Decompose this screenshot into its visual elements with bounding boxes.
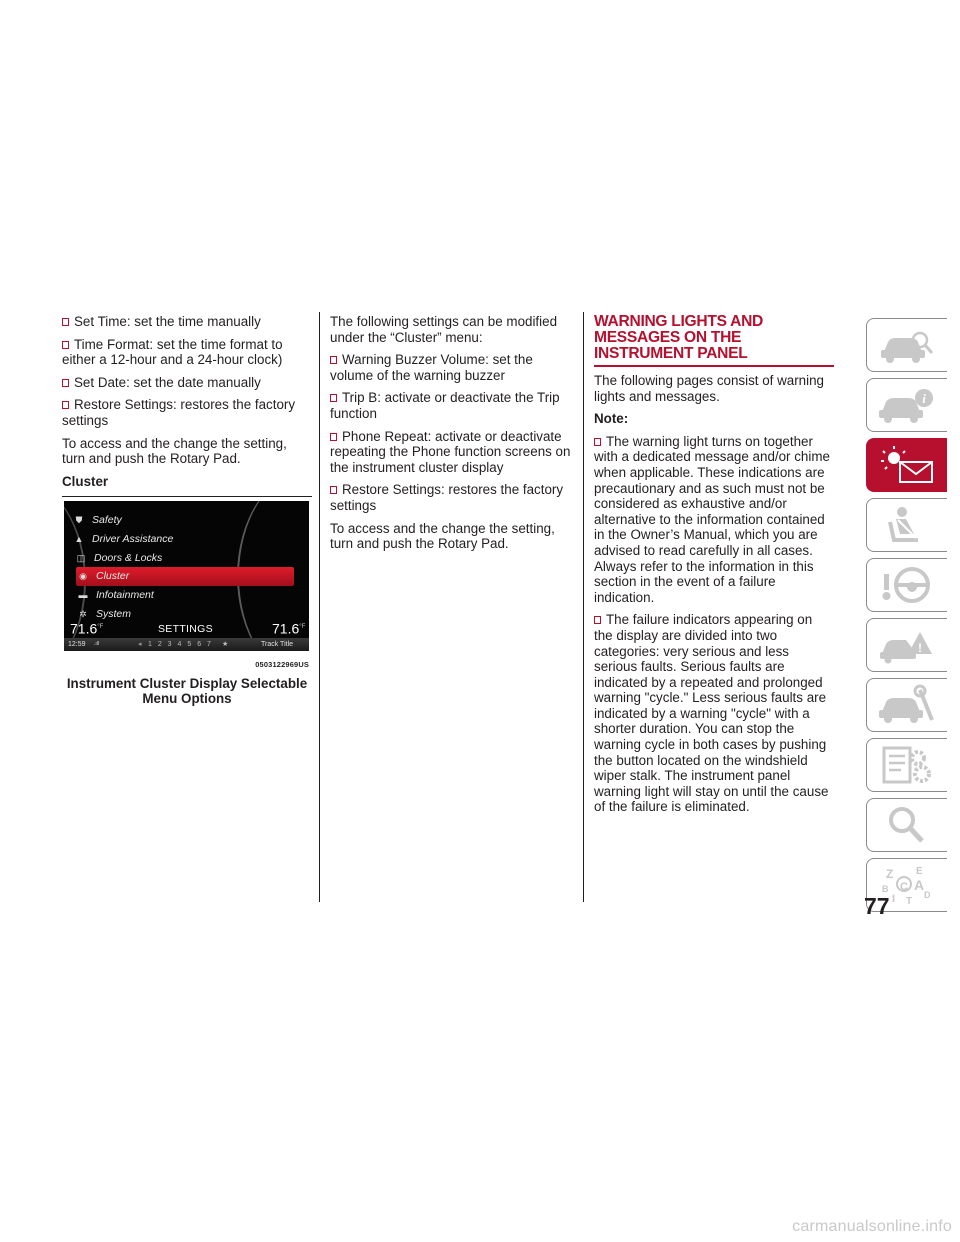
note-label: Note: xyxy=(594,411,629,427)
svg-text:i: i xyxy=(922,391,926,406)
star-icon: ★ xyxy=(222,641,229,649)
car-wrench-icon xyxy=(876,684,938,726)
tab-getting-to-know-vehicle[interactable] xyxy=(866,318,947,372)
settings-label: SETTINGS xyxy=(158,623,213,636)
figure-top-rule xyxy=(62,496,312,497)
tab-in-case-of-emergency[interactable] xyxy=(866,618,947,672)
menu-item-system: ✲ System xyxy=(76,605,286,624)
list-item: Restore Settings: restores the factory settings xyxy=(62,397,296,428)
figure-code: 0503122969US xyxy=(255,660,309,670)
checkbox-bullet-icon xyxy=(330,433,337,441)
list-item: Restore Settings: restores the factory settings xyxy=(330,482,564,513)
checkbox-bullet-icon xyxy=(62,401,69,409)
column-divider xyxy=(319,312,320,902)
warning-lights-messages-icon xyxy=(876,444,938,486)
magnifier-icon xyxy=(876,804,938,846)
svg-text:E: E xyxy=(916,866,923,877)
seat-airbag-icon xyxy=(876,504,938,546)
tab-search[interactable] xyxy=(866,798,947,852)
tab-safety[interactable] xyxy=(866,498,947,552)
menu-item-safety: ⛊ Safety xyxy=(72,511,282,530)
cluster-display-figure xyxy=(64,501,309,651)
svg-text:D: D xyxy=(924,890,931,900)
svg-text:B: B xyxy=(882,884,889,894)
svg-text:I: I xyxy=(892,893,896,905)
tab-starting-operating[interactable] xyxy=(866,558,947,612)
svg-text:!: ! xyxy=(918,641,922,655)
cluster-subheading: Cluster xyxy=(62,473,109,489)
gear-icon: ✲ xyxy=(79,609,87,620)
column-left xyxy=(62,314,312,706)
svg-text:Z: Z xyxy=(886,867,894,881)
instruction-paragraph: To access and the change the setting, turn and push the Rotary Pad. xyxy=(62,435,287,467)
menu-item-cluster: ◉ Cluster xyxy=(76,567,294,586)
checkbox-bullet-icon xyxy=(594,438,601,446)
checkbox-bullet-icon xyxy=(62,341,69,349)
gauge-icon: ◉ xyxy=(79,571,87,582)
car-search-icon xyxy=(876,324,938,366)
temperature-left: $71.6^{^\circ F}$ xyxy=(70,621,104,637)
checkbox-bullet-icon xyxy=(62,379,69,387)
page-number: 77 xyxy=(864,893,890,919)
intro-paragraph: The following settings can be modified under the “Cluster” menu: xyxy=(330,314,558,345)
car-info-icon xyxy=(876,384,938,426)
door-icon: ◫ xyxy=(76,553,86,564)
preset-arrow-icon: ◂ xyxy=(138,641,142,649)
section-title: WARNING LIGHTS AND MESSAGES ON THE INSTRUMENT PANEL xyxy=(594,314,834,367)
svg-text:C: C xyxy=(900,881,908,893)
list-item: The warning light turns on together with a dedicated message and/or chime when applicable. These indications are precautionary and as such must not be considered as exhaustive and/or alternative to the information contained in the Owner’s Manual, which you are advised to read carefully in all cases. Always refer to the information in this section in the event of a failure indication. xyxy=(594,433,830,605)
checkbox-bullet-icon xyxy=(330,356,337,364)
checkbox-bullet-icon xyxy=(330,486,337,494)
list-item: Trip B: activate or deactivate the Trip function xyxy=(330,390,560,421)
specifications-gear-icon xyxy=(876,744,938,786)
list-item: Phone Repeat: activate or deactivate repeating the Phone function screens on the instrument cluster display xyxy=(330,428,571,475)
list-item: The failure indicators appearing on the display are divided into two categories: very serious and less serious faults. Serious faults are indicated by a repeated and prolonged warning "cycle." Less serious faults are indicated by a warning "cycle" with a shorter duration. You can stop the warning cycle in both cases by pushing the button located on the windshield wiper stalk. The instrument panel warning light will stay on until the cause of the failure is eliminated. xyxy=(594,612,829,815)
radio-icon: ▬ xyxy=(78,590,88,601)
instruction-paragraph: To access and the change the setting, turn and push the Rotary Pad. xyxy=(330,520,555,552)
checkbox-bullet-icon xyxy=(330,394,337,402)
menu-item-doors-locks: ◫ Doors & Locks xyxy=(74,549,284,568)
car-accident-warning-icon xyxy=(876,624,938,666)
status-bar xyxy=(64,638,309,651)
menu-item-infotainment: ▬ Infotainment xyxy=(76,586,286,605)
column-middle xyxy=(330,314,573,559)
tab-servicing-maintenance[interactable] xyxy=(866,678,947,732)
list-item: Set Time: set the time manually xyxy=(62,314,312,330)
section-tabs xyxy=(866,318,948,918)
tab-technical-specifications[interactable] xyxy=(866,738,947,792)
tab-vehicle-info[interactable] xyxy=(866,378,947,432)
svg-text:T: T xyxy=(906,896,913,906)
list-item: Set Date: set the date manually xyxy=(62,375,312,391)
watermark: carmanualsonline.info xyxy=(792,1218,952,1235)
tab-warning-lights[interactable] xyxy=(866,438,947,492)
checkbox-bullet-icon xyxy=(62,318,69,326)
list-item: Time Format: set the time format to either a 12-hour and a 24-hour clock) xyxy=(62,336,283,368)
list-item: Warning Buzzer Volume: set the volume of the warning buzzer xyxy=(330,352,533,383)
svg-text:A: A xyxy=(914,877,925,893)
preset-numbers: 1 2 3 4 5 6 7 xyxy=(148,641,213,649)
temperature-right: $71.6^{^\circ F}$ xyxy=(272,621,306,637)
warning-triangle-icon: ▲ xyxy=(74,534,84,545)
column-right xyxy=(594,314,834,822)
shield-icon: ⛊ xyxy=(75,515,83,526)
figure-caption: Instrument Cluster Display Selectable Menu Options xyxy=(66,675,308,706)
menu-item-driver-assistance: ▲ Driver Assistance xyxy=(72,530,282,549)
column-divider xyxy=(583,312,584,902)
checkbox-bullet-icon xyxy=(594,616,601,624)
clock: 12:59 xyxy=(68,641,86,649)
steering-wheel-key-icon xyxy=(876,564,938,606)
track-title: Track Title xyxy=(261,641,294,649)
intro-paragraph: The following pages consist of warning lights and messages. xyxy=(594,373,825,404)
signal-icon: .ıll xyxy=(94,641,99,648)
